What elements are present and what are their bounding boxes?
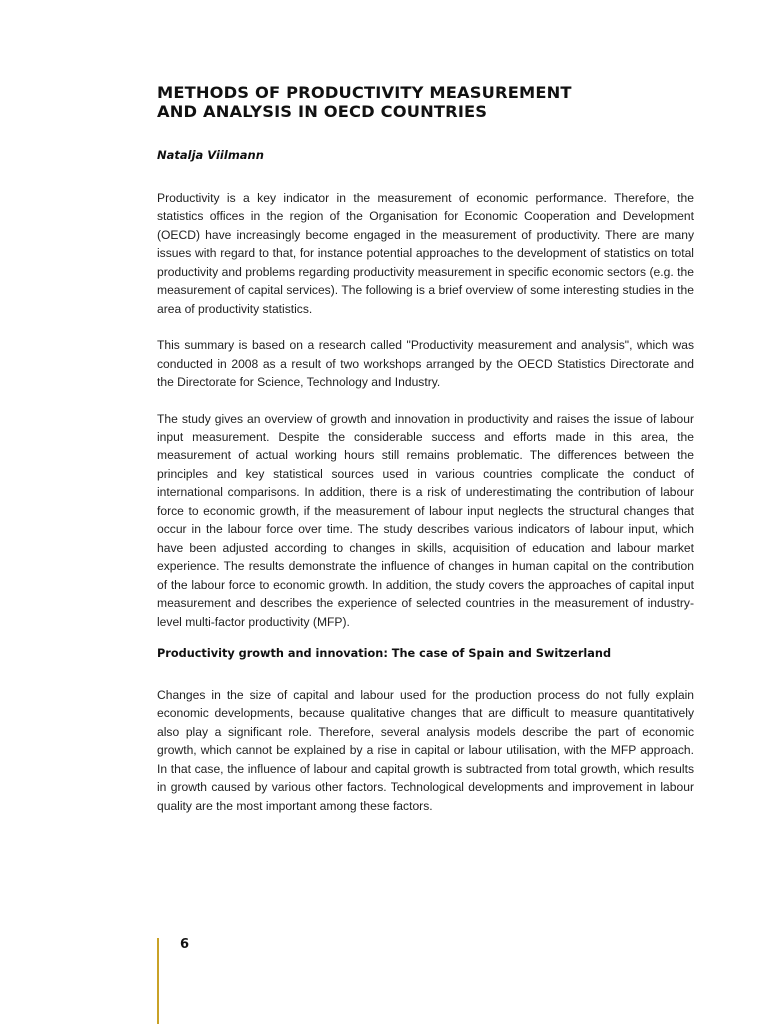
article-title-line-1: METHODS OF PRODUCTIVITY MEASUREMENT — [157, 83, 572, 102]
page-margin-rule — [157, 938, 159, 1024]
summary-paragraph: This summary is based on a research called "Productivity measurement and analysis", which was conducted in 2008 as a result of two workshops arranged by the OECD Statistics Directorate and the Directorate for Science, Technology and Industry. — [157, 338, 694, 390]
section-heading: Productivity growth and innovation: The case of Spain and Switzerland — [157, 646, 612, 660]
article-title — [157, 84, 694, 121]
article — [157, 84, 694, 815]
author-name: Natalja Viilmann — [157, 148, 264, 162]
section-paragraph: Changes in the size of capital and labour used for the production process do not fully explain economic developments, because qualitative changes that are difficult to measure quantitatively also play a significant role. Therefore, several analysis models describe the part of economic growth, which cannot be explained by a rise in capital or labour utilisation, with the MFP approach. In that case, the influence of labour and capital growth is subtracted from total growth, which results in growth caused by various other factors. Technological developments and improvement in labour quality are the most important among these factors. — [157, 687, 694, 813]
article-title-line-2: AND ANALYSIS IN OECD COUNTRIES — [157, 101, 488, 121]
intro-paragraph: Productivity is a key indicator in the measurement of economic performance. Therefore, the statistics offices in the region of the Organisation for Economic Cooperation and Development (OECD) have increasingly become engaged in the measurement of productivity. There are many issues with regard to that, for instance potential approaches to the development of statistics on total productivity and problems regarding productivity measurement in specific economic sectors (e.g. the measurement of capital services). The following is a brief overview of some interesting studies in the area of productivity statistics. — [157, 191, 694, 316]
study-overview-paragraph: The study gives an overview of growth and innovation in productivity and raises the issue of labour input measurement. Despite the considerable success and efforts made in this area, the measurement of actual working hours still remains problematic. The differences between the principles and key statistical sources used in various countries complicate the conduct of international comparisons. In addition, there is a risk of underestimating the contribution of labour force to economic growth, if the measurement of labour input neglects the structural changes that occur in the labour force over time. The study describes various indicators of labour input, which have been adjusted according to changes in skills, acquisition of education and labour market experience. The results demonstrate the influence of changes in human capital on the contribution of the labour force to economic growth. In addition, the study covers the approaches of capital input measurement and describes the experience of selected countries in the measurement of industry-level multi-factor productivity (MFP). — [157, 411, 694, 629]
page-number: 6 — [180, 937, 190, 952]
